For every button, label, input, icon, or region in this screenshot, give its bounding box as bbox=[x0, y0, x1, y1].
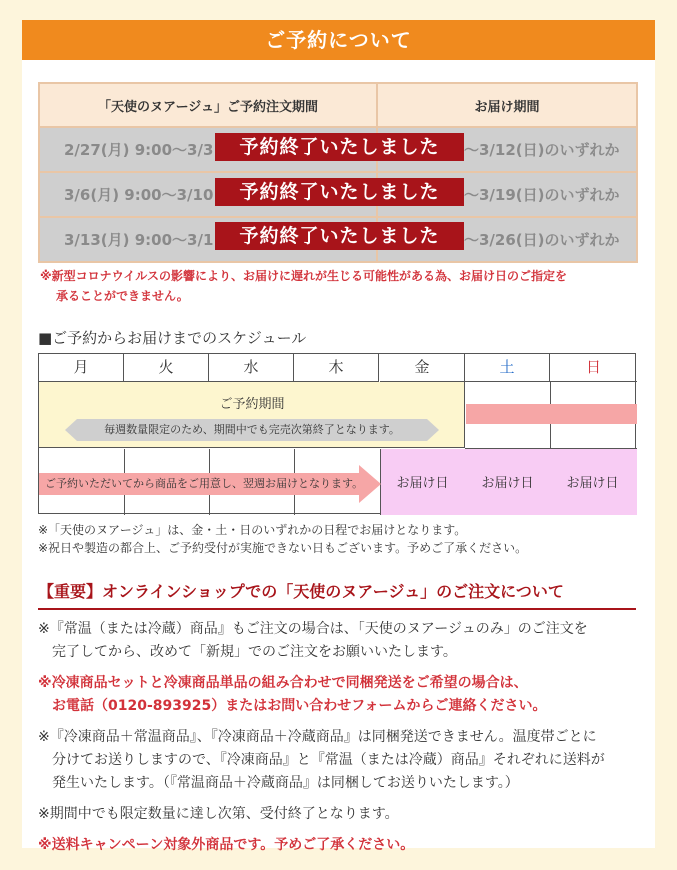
important-underline bbox=[38, 608, 636, 610]
delivery-period-cell: ～3/12(日)のいずれか bbox=[377, 127, 637, 172]
reservation-ended-badge: 予約終了いたしました bbox=[215, 133, 464, 161]
weekend-bar bbox=[466, 404, 637, 424]
day-header: 木 bbox=[294, 354, 379, 382]
important-note: ※『冷凍商品＋常温商品』、『冷凍商品＋冷蔵商品』は同梱発送できません。温度帯ごとに 分けてお送りしますので、『冷凍商品』と『常温（または冷蔵）商品』それぞれに送料が 発生いたします。（『常温商品＋冷蔵商品』は同梱してお送りいたします。） bbox=[38, 729, 605, 791]
important-note: ※期間中でも限定数量に達し次第、受付終了となります。 bbox=[38, 806, 399, 822]
delivery-day-friday: お届け日 bbox=[396, 476, 449, 491]
delivery-day-sunday: お届け日 bbox=[566, 476, 619, 491]
limited-quantity-note: 毎週数量限定のため、期間中でも完売次第終了となります。 bbox=[104, 423, 400, 436]
reservation-ended-badge: 予約終了いたしました bbox=[215, 222, 464, 250]
covid-notice-line: ※新型コロナウイルスの影響により、お届けに遅れが生じる可能性がある為、お届け日のご指定を bbox=[40, 269, 567, 283]
order-period-header: 「天使のヌアージュ」ご予約注文期間 bbox=[39, 83, 377, 127]
day-header: 火 bbox=[124, 354, 209, 382]
reservation-ended-badge: 予約終了いたしました bbox=[215, 178, 464, 206]
delivery-day-saturday: お届け日 bbox=[481, 476, 534, 491]
schedule-note: ※祝日や製造の都合上、ご予約受付が実施できない日もございます。予めご了承ください。 bbox=[38, 541, 528, 555]
delivery-period-header: お届け期間 bbox=[377, 83, 637, 127]
reservation-period-label: ご予約期間 bbox=[219, 397, 285, 412]
delivery-period-cell: ～3/19(日)のいずれか bbox=[377, 172, 637, 217]
covid-notice-line: 承ることができません。 bbox=[56, 289, 189, 303]
day-header: 金 bbox=[380, 354, 465, 382]
schedule-title: ■ご予約からお届けまでのスケジュール bbox=[38, 329, 307, 347]
important-notes bbox=[38, 618, 643, 865]
important-note: ※『常温（または冷蔵）商品』もご注文の場合は、「天使のヌアージュのみ」のご注文を 完了してから、改めて「新規」でのご注文をお願いいたします。 bbox=[38, 621, 588, 660]
important-heading: 【重要】オンラインショップでの「天使のヌアージュ」のご注文について bbox=[38, 582, 564, 601]
order-period-cell: 3/13(月) 9:00～3/1 bbox=[39, 217, 377, 262]
important-note: ※冷凍商品セットと冷凍商品単品の組み合わせで同梱発送をご希望の場合は、 お電話（0120-893925）またはお問い合わせフォームからご連絡ください。 bbox=[38, 675, 547, 714]
reservation-banner: ご予約について bbox=[22, 20, 655, 60]
schedule-grid bbox=[38, 353, 636, 514]
preparation-note: ご予約いただいてから商品をご用意し、翌週お届けとなります。 bbox=[45, 477, 364, 490]
covid-notice bbox=[40, 266, 640, 306]
day-header: 水 bbox=[209, 354, 294, 382]
day-header: 月 bbox=[39, 354, 124, 382]
schedule-note: ※「天使のヌアージュ」は、金・土・日のいずれかの日程でお届けとなります。 bbox=[38, 523, 467, 537]
delivery-period-cell: ～3/26(日)のいずれか bbox=[377, 217, 637, 262]
order-period-cell: 3/6(月) 9:00～3/10 bbox=[39, 172, 377, 217]
day-header-sunday: 日 bbox=[550, 354, 637, 382]
important-note: ※送料キャンペーン対象外商品です。予めご了承ください。 bbox=[38, 837, 415, 853]
day-header-saturday: 土 bbox=[465, 354, 550, 382]
order-period-cell: 2/27(月) 9:00～3/3 bbox=[39, 127, 377, 172]
